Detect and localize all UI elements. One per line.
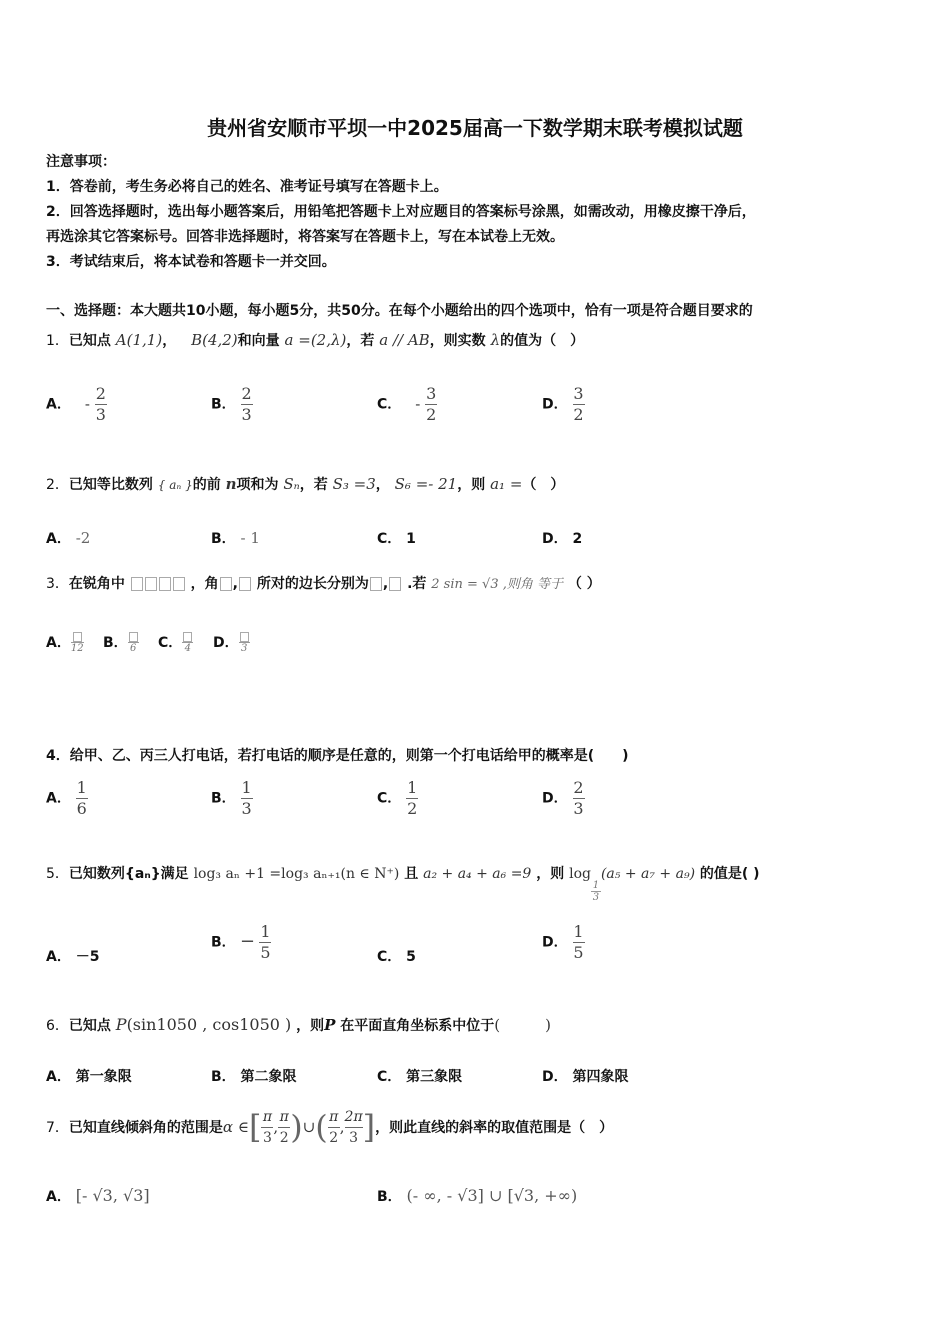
note-1: 1．答卷前，考生务必将自己的姓名、准考证号填写在答题卡上。 [46,179,448,195]
q6-option-d[interactable]: D． 第四象限 [542,1069,629,1085]
section-heading: 一、选择题：本大题共10小题，每小题5分，共50分。在每个小题给出的四个选项中，恰有一项是符合题目要求的 [46,303,753,319]
q1-option-c[interactable]: C． - $\frac{3}{2}$ [377,384,437,424]
q3-option-c[interactable]: C． 4 [158,632,193,654]
notes-heading: 注意事项： [46,154,116,170]
q6-option-c[interactable]: C． 第三象限 [377,1069,463,1085]
question-1-stem: 1．已知点 A(1,1)， B(4,2)和向量 a =(2,λ)，若 a // AB，则实数 λ的值为（ ） [46,331,585,349]
q4-option-c[interactable]: C． $\frac{1}{2}$ [377,778,418,818]
q5-option-c[interactable]: C． 5 [377,949,416,965]
q3-option-d[interactable]: D． 3 [213,632,250,654]
question-7-stem: 7． 已知直线倾斜角的范围是 α ∈ [ $\frac{\pi}{3}$ , $\frac{\pi}{2}$ ) ∪ ( $\frac{\pi}{2}$ , $\frac{2\pi}{3}$ ] ，则此直线的斜率的取值范围是（ ） [46,1108,614,1146]
question-5-stem: 5．已知数列{aₙ}满足 log₃ aₙ +1 =log₃ aₙ₊₁(n ∈ N⁺) 且 a₂ + a₄ + a₆ =9 ，则 log $\frac{1}{3}$ (a₅ + a₇ + a₉) 的值是( ) [46,866,760,903]
question-2-stem: 2．已知等比数列 { aₙ }的前 n项和为 Sₙ，若 S₃ =3， S₆ =- 21，则 a₁ =（ ） [46,475,565,493]
q1-option-a[interactable]: A． - $\frac{2}{3}$ [46,384,106,424]
note-3: 3．考试结束后，将本试卷和答题卡一并交回。 [46,254,336,270]
q2-option-b[interactable]: B． - 1 [211,529,260,547]
question-3-stem: 3．在锐角中 ，角 , 所对的边长分别为 , .若 2 sin = √3 ,则角 等于 （ ） [46,576,601,592]
q6-option-b[interactable]: B． 第二象限 [211,1069,297,1085]
note-2b: 再选涂其它答案标号。回答非选择题时，将答案写在答题卡上，写在本试卷上无效。 [46,229,564,245]
q3-option-a[interactable]: A． 12 [46,632,84,654]
q2-option-c[interactable]: C． 1 [377,531,416,547]
q4-option-b[interactable]: B． $\frac{1}{3}$ [211,778,252,818]
q1-option-d[interactable]: D． $\frac{3}{2}$ [542,384,584,424]
q5-option-b[interactable]: B． － $\frac{1}{5}$ [211,922,271,962]
q6-option-a[interactable]: A． 第一象限 [46,1069,132,1085]
q5-option-a[interactable]: A． －5 [46,949,100,965]
page-title: 贵州省安顺市平坝一中2025届高一下数学期末联考模拟试题 [207,116,743,140]
q7-option-a[interactable]: A． [- √3, √3] [46,1186,150,1205]
q4-option-d[interactable]: D． $\frac{2}{3}$ [542,778,584,818]
q3-option-b[interactable]: B． 6 [103,632,139,654]
q5-option-d[interactable]: D． $\frac{1}{5}$ [542,922,584,962]
q7-option-b[interactable]: B． (- ∞, - √3] ∪ [√3, +∞) [377,1186,578,1205]
note-2a: 2．回答选择题时，选出每小题答案后，用铅笔把答题卡上对应题目的答案标号涂黑，如需改动，用橡皮擦干净后， [46,204,756,220]
q2-option-a[interactable]: A． -2 [46,529,91,547]
q4-option-a[interactable]: A． $\frac{1}{6}$ [46,778,87,818]
q1-option-b[interactable]: B． $\frac{2}{3}$ [211,384,252,424]
question-6-stem: 6．已知点 P(sin1050 , cos1050 ) ，则P 在平面直角坐标系中位于( ) [46,1015,552,1034]
q2-option-d[interactable]: D． 2 [542,531,583,547]
question-4-stem: 4．给甲、乙、丙三人打电话，若打电话的顺序是任意的，则第一个打电话给甲的概率是( ) [46,748,629,764]
